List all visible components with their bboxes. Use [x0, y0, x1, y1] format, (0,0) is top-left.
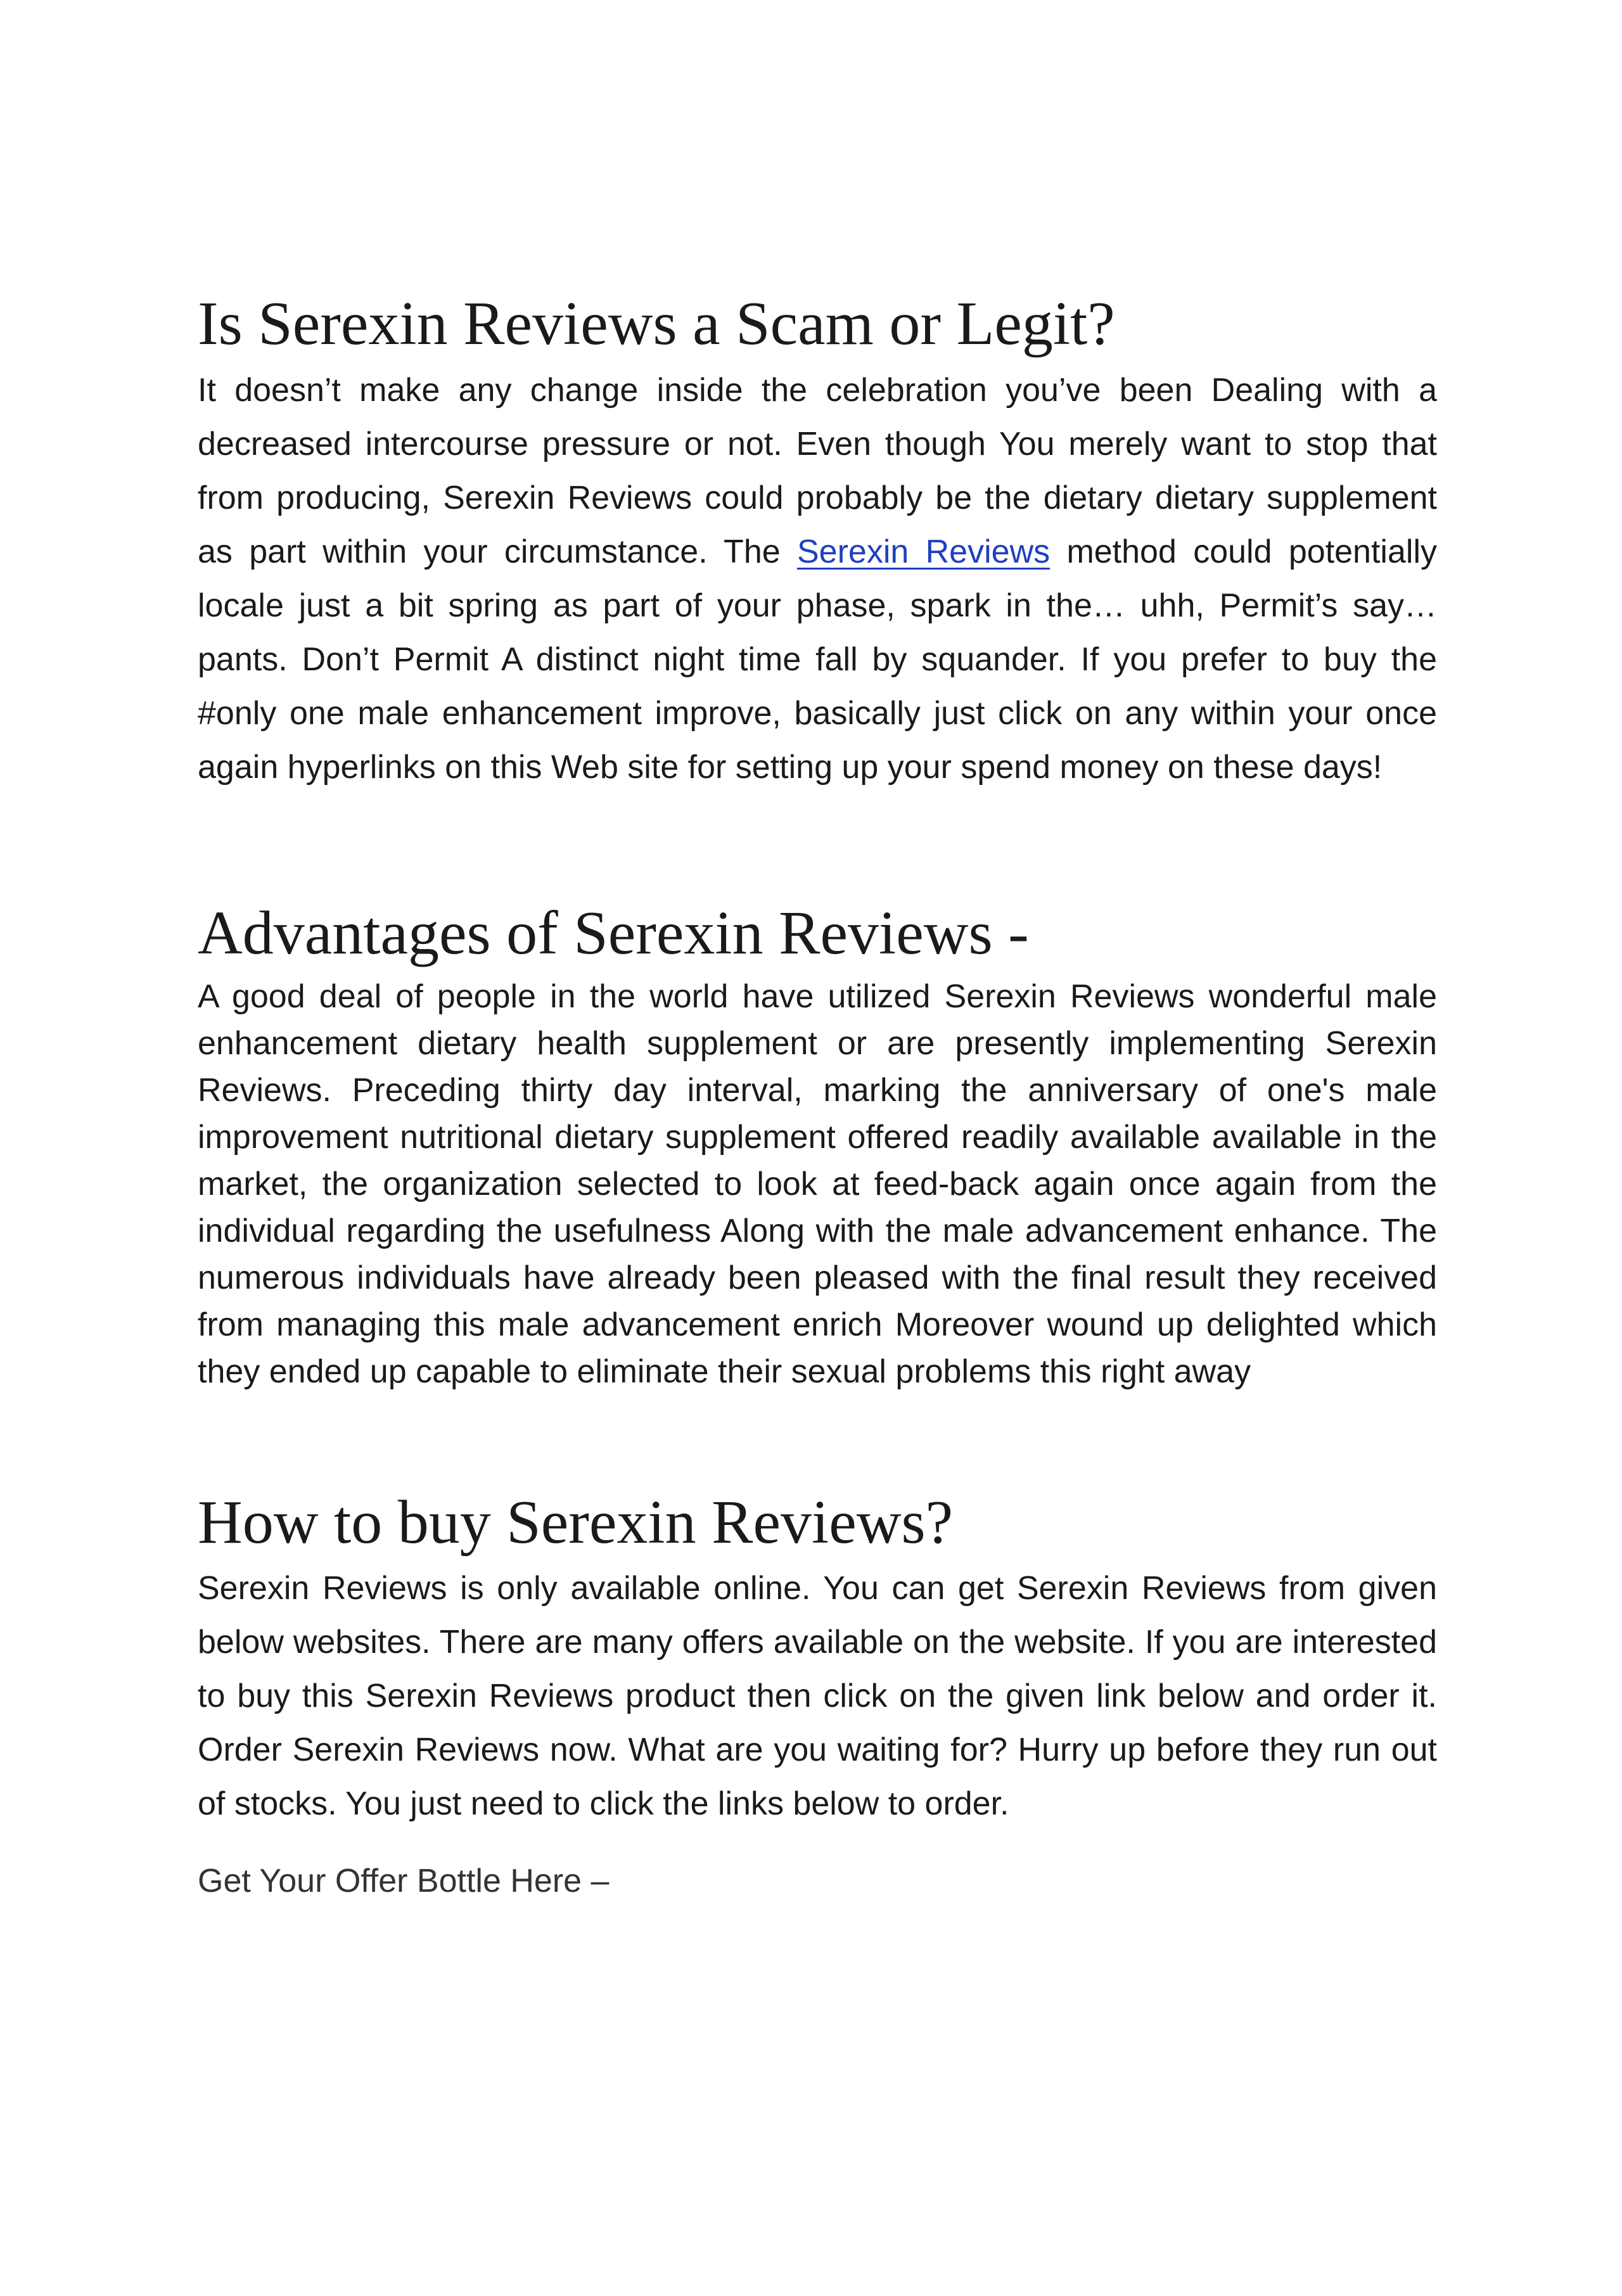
paragraph-text: It doesn’t make any change inside the celebration you’ve been Dealing with a decreased intercourse pressure or not. Even though You merely want to stop that from producing, Serexin Reviews could probably be the dietary dietary supplement as part within your circumstance. The — [198, 371, 1437, 570]
serexin-reviews-link[interactable]: Serexin Reviews — [796, 533, 1050, 570]
section-heading: Is Serexin Reviews a Scam or Legit? — [198, 290, 1115, 358]
section-how-to-buy — [198, 1489, 1437, 1905]
offer-text: Get Your Offer Bottle Here – — [198, 1863, 610, 1900]
section-scam-or-legit — [198, 290, 1437, 794]
document-page — [198, 290, 1437, 1904]
section-paragraph — [198, 364, 1437, 794]
section-heading: How to buy Serexin Reviews? — [198, 1488, 954, 1557]
section-paragraph: A good deal of people in the world have utilized Serexin Reviews wonderful male enhancement dietary health supplement or are presently implementing Serexin Reviews. Preceding thirty day interval, marking the anniversary of one's male improvement nutritional dietary supplement offered readily available available in the market, the organization selected to look at feed-back again once again from the individual regarding the usefulness Along with the male advancement enhance. The numerous individuals have already been pleased with the final result they received from managing this male advancement enrich Moreover wound up delighted which they ended up capable to eliminate their sexual problems this right away — [198, 978, 1437, 1390]
paragraph-text: method could potentially locale just a bit spring as part of your phase, spark in the… uhh, Permit’s say… pants. Don’t Permit A distinct night time fall by squander. If you prefer to buy the #only one male enhancement improve, basically just click on any within your once again hyperlinks on this Web site for setting up your spend money on these days! — [198, 533, 1437, 786]
section-advantages — [198, 900, 1437, 1395]
section-paragraph: Serexin Reviews is only available online. You can get Serexin Reviews from given below websites. There are many offers available on the website. If you are interested to buy this Serexin Reviews product then click on the given link below and order it. Order Serexin Reviews now. What are you waiting for? Hurry up before they run out of stocks. You just need to click the links below to order. — [198, 1570, 1437, 1823]
section-heading: Advantages of Serexin Reviews - — [198, 898, 1029, 967]
